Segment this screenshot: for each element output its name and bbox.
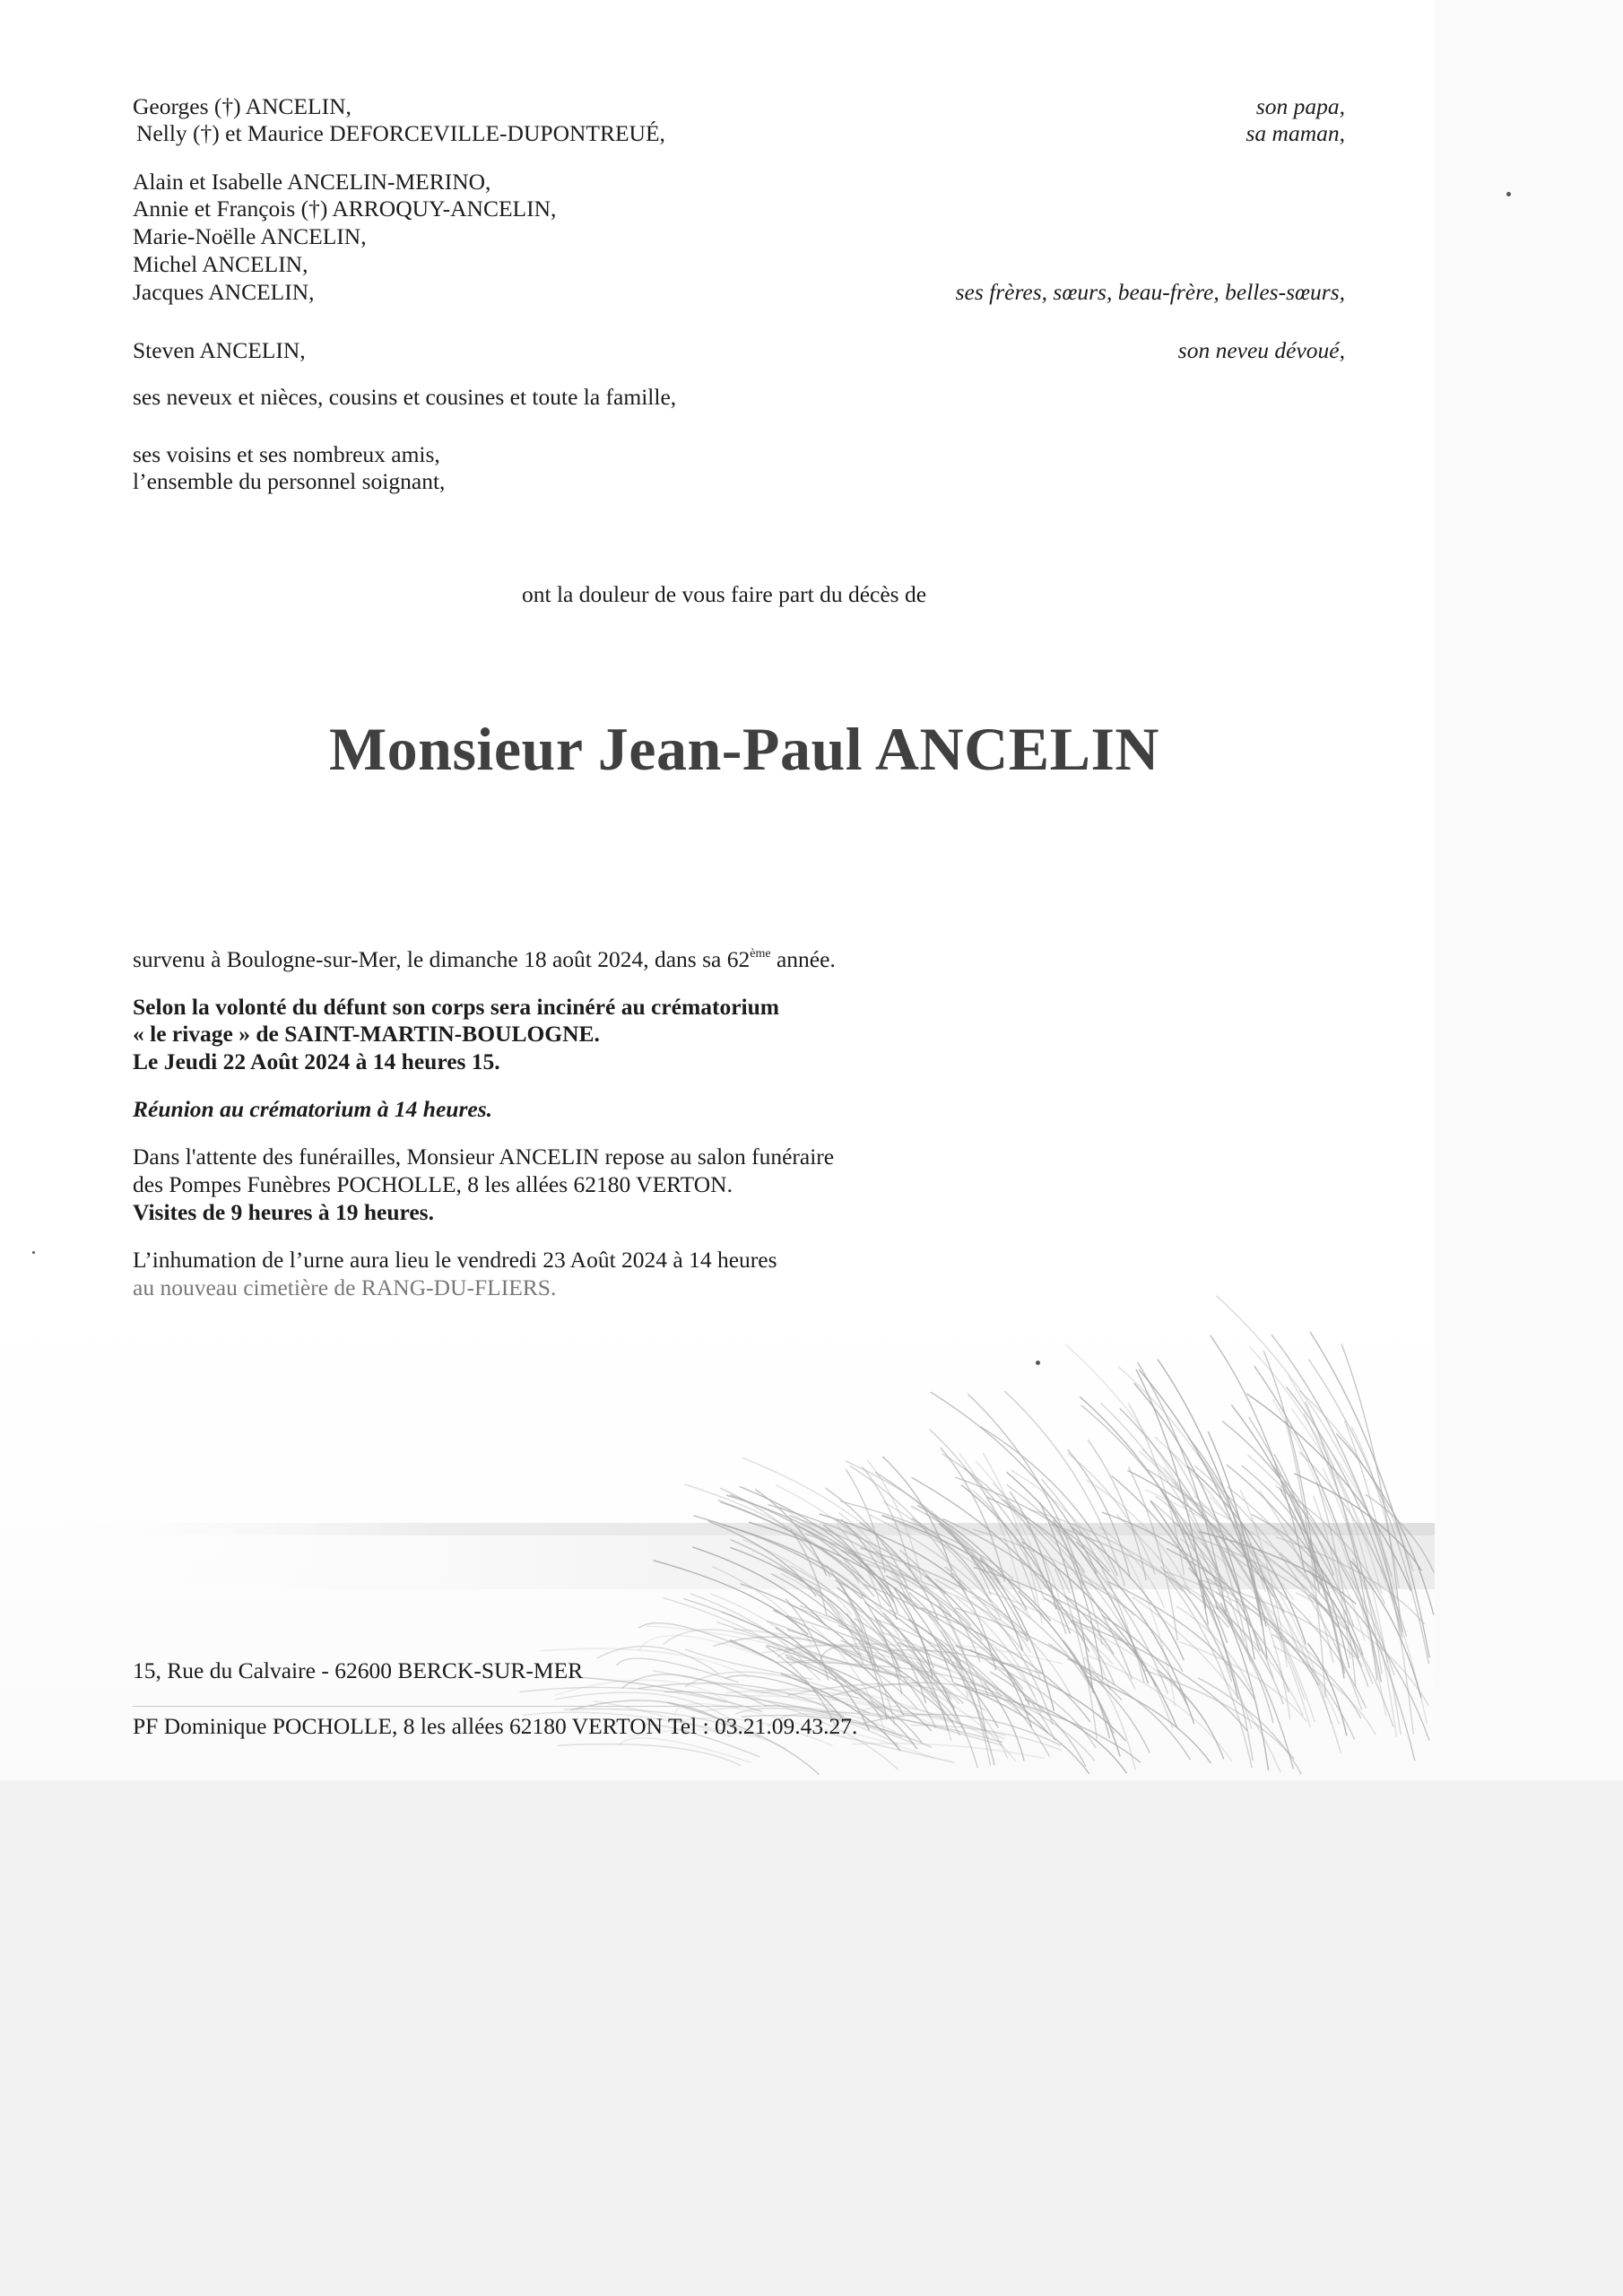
friends-line-1: ses voisins et ses nombreux amis,: [133, 441, 440, 467]
cremation-line-1: Selon la volonté du défunt son corps sera incinéré au crématorium: [133, 994, 780, 1020]
cremation-line-2: « le rivage » de SAINT-MARTIN-BOULOGNE.: [133, 1021, 600, 1047]
extended-family-line: ses neveux et nièces, cousins et cousines et toute la famille,: [133, 384, 677, 410]
cremation-line-3: Le Jeudi 22 Août 2024 à 14 heures 15.: [133, 1048, 500, 1074]
visits-line: Visites de 9 heures à 19 heures.: [133, 1199, 434, 1225]
death-details-suffix: année.: [770, 946, 836, 972]
parent-role-2: sa maman,: [1245, 120, 1345, 146]
sibling-line-3: Marie-Noëlle ANCELIN,: [133, 223, 367, 249]
siblings-role: ses frères, sœurs, beau-frère, belles-sœurs,: [955, 279, 1345, 305]
scan-speck: [1506, 192, 1511, 196]
footer-address: 15, Rue du Calvaire - 62600 BERCK-SUR-MER: [133, 1657, 584, 1683]
scan-speck: [32, 1251, 35, 1254]
announcement-line: ont la douleur de vous faire part du décès de: [522, 581, 927, 607]
death-details-line: [133, 946, 836, 973]
beach-grass-image: [0, 1274, 1435, 1780]
sibling-line-5: Jacques ANCELIN,: [133, 279, 315, 305]
parent-line-2: Nelly (†) et Maurice DEFORCEVILLE-DUPONTREUÉ,: [136, 120, 665, 146]
footer-funeral-home: PF Dominique POCHOLLE, 8 les allées 62180 VERTON Tel : 03.21.09.43.27.: [133, 1713, 858, 1739]
repose-line-2: des Pompes Funèbres POCHOLLE, 8 les allées 62180 VERTON.: [133, 1171, 733, 1197]
repose-line-1: Dans l'attente des funérailles, Monsieur ANCELIN repose au salon funéraire: [133, 1144, 835, 1170]
sibling-line-2: Annie et François (†) ARROQUY-ANCELIN,: [133, 196, 557, 222]
parent-role-1: son papa,: [1255, 93, 1345, 119]
death-details-text: survenu à Boulogne-sur-Mer, le dimanche 18 août 2024, dans sa 62: [133, 946, 751, 972]
burial-line-2: au nouveau cimetière de RANG-DU-FLIERS.: [133, 1274, 557, 1300]
deceased-name: Monsieur Jean-Paul ANCELIN: [328, 715, 1160, 783]
gathering-line: Réunion au crématorium à 14 heures.: [133, 1096, 492, 1122]
nephew-role: son neveu dévoué,: [1177, 337, 1345, 363]
scan-blank-area: [0, 1780, 1623, 2296]
burial-line-1: L’inhumation de l’urne aura lieu le vendredi 23 Août 2024 à 14 heures: [133, 1247, 777, 1273]
sibling-line-1: Alain et Isabelle ANCELIN-MERINO,: [133, 169, 491, 195]
friends-line-2: l’ensemble du personnel soignant,: [133, 468, 446, 494]
scan-margin: [1435, 0, 1623, 1780]
parent-line-1: Georges (†) ANCELIN,: [133, 93, 352, 119]
footer-divider: [133, 1706, 760, 1707]
death-details-sup: ème: [750, 947, 771, 961]
sibling-line-4: Michel ANCELIN,: [133, 251, 308, 277]
scan-speck: [1036, 1361, 1040, 1365]
nephew-line: Steven ANCELIN,: [133, 337, 306, 363]
